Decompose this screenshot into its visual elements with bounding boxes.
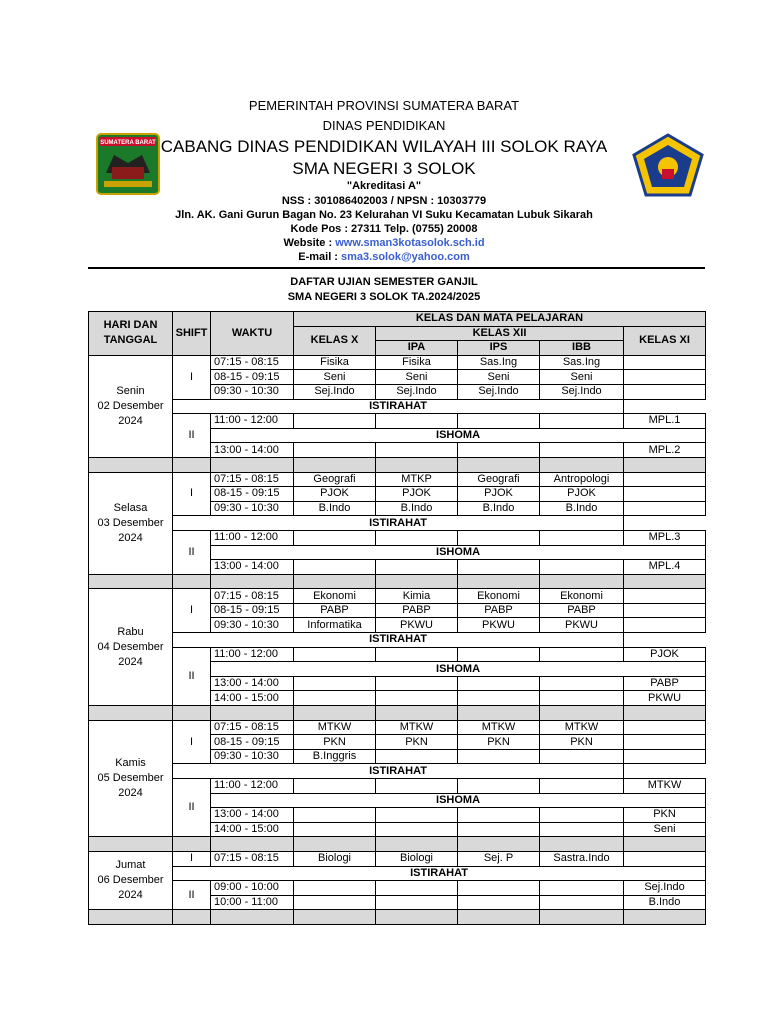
table-cell bbox=[540, 457, 624, 472]
table-cell bbox=[173, 457, 211, 472]
table-cell: Sas.Ing bbox=[540, 355, 624, 370]
table-cell bbox=[376, 910, 458, 925]
table-cell: PJOK bbox=[540, 487, 624, 502]
shift-cell: I bbox=[173, 720, 211, 764]
table-row bbox=[89, 355, 706, 370]
table-cell bbox=[376, 443, 458, 458]
table-cell: Sas.Ing bbox=[458, 355, 540, 370]
table-cell: PABP bbox=[376, 603, 458, 618]
table-cell bbox=[540, 676, 624, 691]
table-cell bbox=[624, 370, 706, 385]
table-cell: ISTIRAHAT bbox=[173, 399, 624, 414]
table-cell bbox=[458, 530, 540, 545]
table-row bbox=[89, 851, 706, 866]
col-ips: IPS bbox=[458, 341, 540, 356]
table-cell: 07:15 - 08:15 bbox=[211, 472, 294, 487]
table-cell bbox=[624, 851, 706, 866]
table-cell bbox=[294, 457, 376, 472]
table-cell: MTKW bbox=[376, 720, 458, 735]
exam-schedule-table bbox=[88, 311, 706, 925]
table-cell bbox=[540, 530, 624, 545]
day-cell: Kamis 05 Desember 2024 bbox=[89, 720, 173, 837]
table-cell bbox=[458, 910, 540, 925]
shift-cell: I bbox=[173, 472, 211, 516]
table-cell bbox=[458, 706, 540, 721]
table-cell bbox=[376, 779, 458, 794]
table-cell: 11:00 - 12:00 bbox=[211, 647, 294, 662]
table-cell bbox=[540, 910, 624, 925]
table-cell: Biologi bbox=[294, 851, 376, 866]
table-cell: Ekonomi bbox=[294, 589, 376, 604]
table-cell: 10:00 - 11:00 bbox=[211, 895, 294, 910]
table-cell: 07:15 - 08:15 bbox=[211, 720, 294, 735]
table-cell bbox=[458, 779, 540, 794]
table-cell bbox=[211, 457, 294, 472]
table-cell: MTKW bbox=[294, 720, 376, 735]
shift-cell: II bbox=[173, 779, 211, 837]
table-cell: Biologi bbox=[376, 851, 458, 866]
email-link[interactable]: sma3.solok@yahoo.com bbox=[341, 251, 470, 263]
table-cell bbox=[540, 822, 624, 837]
day-cell: Senin 02 Desember 2024 bbox=[89, 355, 173, 457]
table-cell: 14:00 - 15:00 bbox=[211, 691, 294, 706]
table-cell: ISTIRAHAT bbox=[173, 516, 624, 531]
table-cell: Geografi bbox=[458, 472, 540, 487]
table-cell: 14:00 - 15:00 bbox=[211, 822, 294, 837]
table-cell: 13:00 - 14:00 bbox=[211, 808, 294, 823]
table-cell: Seni bbox=[540, 370, 624, 385]
header-website-line bbox=[0, 237, 768, 249]
table-cell bbox=[624, 501, 706, 516]
table-cell: MTKW bbox=[540, 720, 624, 735]
table-cell: Sej.Indo bbox=[294, 384, 376, 399]
table-row bbox=[89, 530, 706, 545]
table-cell: PABP bbox=[458, 603, 540, 618]
table-cell bbox=[458, 443, 540, 458]
table-cell bbox=[89, 837, 173, 852]
table-cell bbox=[294, 881, 376, 896]
table-cell bbox=[624, 735, 706, 750]
table-cell bbox=[458, 676, 540, 691]
table-cell bbox=[294, 530, 376, 545]
table-cell: ISTIRAHAT bbox=[173, 764, 624, 779]
shift-cell: I bbox=[173, 355, 211, 399]
table-cell: ISHOMA bbox=[211, 793, 706, 808]
table-cell bbox=[173, 910, 211, 925]
separator-row bbox=[89, 706, 706, 721]
shift-cell: I bbox=[173, 851, 211, 866]
table-cell: Fisika bbox=[376, 355, 458, 370]
table-cell: 13:00 - 14:00 bbox=[211, 676, 294, 691]
table-cell bbox=[624, 472, 706, 487]
table-cell bbox=[376, 895, 458, 910]
table-cell bbox=[458, 895, 540, 910]
table-cell bbox=[376, 530, 458, 545]
table-cell: ISTIRAHAT bbox=[173, 866, 706, 881]
table-cell bbox=[458, 808, 540, 823]
table-cell bbox=[294, 706, 376, 721]
table-cell bbox=[540, 837, 624, 852]
table-cell: Seni bbox=[624, 822, 706, 837]
table-cell: B.Inggris bbox=[294, 749, 376, 764]
header-postal: Kode Pos : 27311 Telp. (0755) 20008 bbox=[290, 223, 478, 235]
table-cell: PKWU bbox=[540, 618, 624, 633]
break-row bbox=[89, 516, 706, 531]
table-cell: 09:00 - 10:00 bbox=[211, 881, 294, 896]
table-cell bbox=[294, 443, 376, 458]
shift-cell: II bbox=[173, 530, 211, 574]
table-cell bbox=[173, 837, 211, 852]
table-cell bbox=[173, 574, 211, 589]
table-cell: PKN bbox=[540, 735, 624, 750]
table-cell bbox=[624, 355, 706, 370]
table-cell bbox=[89, 574, 173, 589]
header-province: PEMERINTAH PROVINSI SUMATERA BARAT bbox=[248, 98, 520, 113]
table-cell bbox=[294, 910, 376, 925]
table-row bbox=[89, 472, 706, 487]
table-cell: Sej. P bbox=[458, 851, 540, 866]
table-cell: 07:15 - 08:15 bbox=[211, 851, 294, 866]
table-cell bbox=[376, 647, 458, 662]
table-cell bbox=[624, 618, 706, 633]
table-cell: MTKW bbox=[624, 779, 706, 794]
table-cell bbox=[294, 895, 376, 910]
table-cell bbox=[458, 691, 540, 706]
separator-row bbox=[89, 457, 706, 472]
table-cell: Ekonomi bbox=[458, 589, 540, 604]
table-cell: PKN bbox=[294, 735, 376, 750]
header-divider bbox=[88, 267, 705, 269]
table-cell bbox=[294, 647, 376, 662]
table-cell bbox=[89, 706, 173, 721]
table-cell bbox=[294, 837, 376, 852]
col-kelas-xi: KELAS XI bbox=[624, 326, 706, 355]
table-cell bbox=[540, 691, 624, 706]
header-accreditation: "Akreditasi A" bbox=[346, 180, 422, 192]
table-cell: 09:30 - 10:30 bbox=[211, 618, 294, 633]
table-cell bbox=[540, 779, 624, 794]
table-cell bbox=[376, 749, 458, 764]
table-cell bbox=[294, 574, 376, 589]
header-branch: CABANG DINAS PENDIDIKAN WILAYAH III SOLOK RAYA bbox=[160, 137, 608, 156]
logo-text: SUMATERA BARAT bbox=[100, 140, 156, 146]
table-row bbox=[89, 647, 706, 662]
table-cell: MPL.4 bbox=[624, 560, 706, 575]
document-subtitle: SMA NEGERI 3 SOLOK TA.2024/2025 bbox=[287, 291, 481, 303]
table-cell bbox=[376, 457, 458, 472]
table-cell: Antropologi bbox=[540, 472, 624, 487]
table-cell bbox=[624, 837, 706, 852]
table-cell bbox=[294, 560, 376, 575]
col-ipa: IPA bbox=[376, 341, 458, 356]
table-cell: 09:30 - 10:30 bbox=[211, 384, 294, 399]
table-cell: B.Indo bbox=[540, 501, 624, 516]
table-cell bbox=[376, 808, 458, 823]
table-cell bbox=[376, 414, 458, 429]
table-header-row bbox=[89, 312, 706, 327]
table-cell bbox=[458, 881, 540, 896]
table-cell: Geografi bbox=[294, 472, 376, 487]
separator-row bbox=[89, 574, 706, 589]
header-email-line bbox=[0, 251, 768, 263]
table-cell: PJOK bbox=[294, 487, 376, 502]
table-cell: B.Indo bbox=[376, 501, 458, 516]
break-row bbox=[89, 764, 706, 779]
col-ibb: IBB bbox=[540, 341, 624, 356]
table-cell bbox=[89, 457, 173, 472]
day-cell: Jumat 06 Desember 2024 bbox=[89, 851, 173, 909]
table-cell: PKN bbox=[458, 735, 540, 750]
table-cell bbox=[376, 706, 458, 721]
table-cell bbox=[624, 603, 706, 618]
table-cell: PABP bbox=[624, 676, 706, 691]
header-nss: NSS : 301086402003 / NPSN : 10303779 bbox=[281, 195, 487, 207]
table-cell: 13:00 - 14:00 bbox=[211, 560, 294, 575]
table-cell bbox=[211, 837, 294, 852]
col-shift: SHIFT bbox=[173, 312, 211, 356]
table-row bbox=[89, 779, 706, 794]
table-cell bbox=[211, 574, 294, 589]
col-kelas-xii: KELAS XII bbox=[376, 326, 624, 341]
table-cell: PKWU bbox=[458, 618, 540, 633]
table-cell bbox=[211, 706, 294, 721]
table-cell: Informatika bbox=[294, 618, 376, 633]
day-cell: Selasa 03 Desember 2024 bbox=[89, 472, 173, 574]
shift-cell: II bbox=[173, 414, 211, 458]
table-cell bbox=[294, 676, 376, 691]
table-cell bbox=[624, 589, 706, 604]
table-cell bbox=[458, 647, 540, 662]
break-row bbox=[89, 866, 706, 881]
table-cell bbox=[624, 487, 706, 502]
table-cell: PKN bbox=[624, 808, 706, 823]
table-cell bbox=[458, 837, 540, 852]
table-cell bbox=[458, 749, 540, 764]
table-cell bbox=[540, 574, 624, 589]
table-row bbox=[89, 881, 706, 896]
table-cell bbox=[458, 574, 540, 589]
email-label: E-mail : bbox=[298, 251, 342, 263]
table-cell bbox=[294, 822, 376, 837]
table-cell bbox=[540, 881, 624, 896]
header-department: DINAS PENDIDIKAN bbox=[322, 118, 446, 133]
table-cell: Seni bbox=[294, 370, 376, 385]
table-cell bbox=[376, 691, 458, 706]
table-cell: MTKP bbox=[376, 472, 458, 487]
table-cell bbox=[540, 749, 624, 764]
table-cell: Sastra.Indo bbox=[540, 851, 624, 866]
break-row bbox=[89, 399, 706, 414]
website-label: Website : bbox=[283, 237, 336, 249]
shift-cell: II bbox=[173, 881, 211, 910]
separator-row bbox=[89, 910, 706, 925]
table-cell bbox=[294, 414, 376, 429]
table-cell: 08-15 - 09:15 bbox=[211, 370, 294, 385]
table-cell bbox=[540, 414, 624, 429]
table-cell: 08-15 - 09:15 bbox=[211, 487, 294, 502]
table-cell: Kimia bbox=[376, 589, 458, 604]
break-row bbox=[89, 633, 706, 648]
table-cell: 11:00 - 12:00 bbox=[211, 779, 294, 794]
table-cell: Seni bbox=[376, 370, 458, 385]
table-cell bbox=[540, 443, 624, 458]
table-cell bbox=[624, 574, 706, 589]
table-cell: 08-15 - 09:15 bbox=[211, 603, 294, 618]
table-cell bbox=[376, 676, 458, 691]
separator-row bbox=[89, 837, 706, 852]
table-cell bbox=[376, 574, 458, 589]
table-cell: ISTIRAHAT bbox=[173, 633, 624, 648]
website-link[interactable]: www.sman3kotasolok.sch.id bbox=[335, 237, 485, 249]
table-cell: Sej.Indo bbox=[624, 881, 706, 896]
table-cell: 07:15 - 08:15 bbox=[211, 589, 294, 604]
table-cell: PABP bbox=[294, 603, 376, 618]
table-cell: Seni bbox=[458, 370, 540, 385]
table-cell bbox=[294, 808, 376, 823]
table-cell: MPL.1 bbox=[624, 414, 706, 429]
table-cell: PJOK bbox=[376, 487, 458, 502]
table-cell bbox=[540, 647, 624, 662]
col-kelas-x: KELAS X bbox=[294, 326, 376, 355]
col-kelas-mapel: KELAS DAN MATA PELAJARAN bbox=[294, 312, 706, 327]
table-cell bbox=[294, 779, 376, 794]
table-cell bbox=[540, 560, 624, 575]
table-cell bbox=[624, 384, 706, 399]
table-cell: 11:00 - 12:00 bbox=[211, 530, 294, 545]
table-cell bbox=[624, 706, 706, 721]
table-cell: Sej.Indo bbox=[458, 384, 540, 399]
table-cell bbox=[458, 822, 540, 837]
table-cell: PKWU bbox=[624, 691, 706, 706]
table-cell: MPL.2 bbox=[624, 443, 706, 458]
table-cell: Sej.Indo bbox=[540, 384, 624, 399]
table-cell bbox=[540, 706, 624, 721]
table-cell: B.Indo bbox=[458, 501, 540, 516]
table-cell bbox=[540, 808, 624, 823]
shift-cell: I bbox=[173, 589, 211, 633]
table-cell: PABP bbox=[540, 603, 624, 618]
table-row bbox=[89, 414, 706, 429]
day-cell: Rabu 04 Desember 2024 bbox=[89, 589, 173, 706]
table-cell: Sej.Indo bbox=[376, 384, 458, 399]
table-cell bbox=[624, 720, 706, 735]
document-title: DAFTAR UJIAN SEMESTER GANJIL bbox=[290, 276, 478, 288]
table-cell: Fisika bbox=[294, 355, 376, 370]
table-row bbox=[89, 720, 706, 735]
table-cell bbox=[624, 457, 706, 472]
table-cell: 09:30 - 10:30 bbox=[211, 749, 294, 764]
table-cell: 08-15 - 09:15 bbox=[211, 735, 294, 750]
table-cell bbox=[624, 749, 706, 764]
table-cell bbox=[376, 837, 458, 852]
table-cell bbox=[211, 910, 294, 925]
table-cell: 13:00 - 14:00 bbox=[211, 443, 294, 458]
col-waktu: WAKTU bbox=[211, 312, 294, 356]
table-cell: MTKW bbox=[458, 720, 540, 735]
header-address: Jln. AK. Gani Gurun Bagan No. 23 Kelurahan VI Suku Kecamatan Lubuk Sikarah bbox=[175, 209, 593, 221]
table-cell: 09:30 - 10:30 bbox=[211, 501, 294, 516]
col-hari-tanggal: HARI DAN TANGGAL bbox=[89, 312, 173, 356]
table-cell bbox=[624, 910, 706, 925]
table-cell bbox=[458, 414, 540, 429]
table-cell bbox=[376, 822, 458, 837]
table-cell bbox=[294, 691, 376, 706]
table-cell: MPL.3 bbox=[624, 530, 706, 545]
table-cell: Ekonomi bbox=[540, 589, 624, 604]
table-cell: PJOK bbox=[624, 647, 706, 662]
table-cell: PKN bbox=[376, 735, 458, 750]
table-cell bbox=[458, 560, 540, 575]
table-cell bbox=[376, 560, 458, 575]
table-cell: B.Indo bbox=[624, 895, 706, 910]
header-school-name: SMA NEGERI 3 SOLOK bbox=[292, 159, 476, 178]
table-cell: ISHOMA bbox=[211, 428, 706, 443]
table-cell: PKWU bbox=[376, 618, 458, 633]
table-cell: B.Indo bbox=[294, 501, 376, 516]
table-row bbox=[89, 589, 706, 604]
table-cell: 11:00 - 12:00 bbox=[211, 414, 294, 429]
table-cell bbox=[540, 895, 624, 910]
table-cell bbox=[173, 706, 211, 721]
table-cell: PJOK bbox=[458, 487, 540, 502]
table-cell bbox=[89, 910, 173, 925]
table-cell: ISHOMA bbox=[211, 545, 706, 560]
table-cell: ISHOMA bbox=[211, 662, 706, 677]
table-cell: 07:15 - 08:15 bbox=[211, 355, 294, 370]
shift-cell: II bbox=[173, 647, 211, 705]
table-cell bbox=[376, 881, 458, 896]
table-cell bbox=[458, 457, 540, 472]
